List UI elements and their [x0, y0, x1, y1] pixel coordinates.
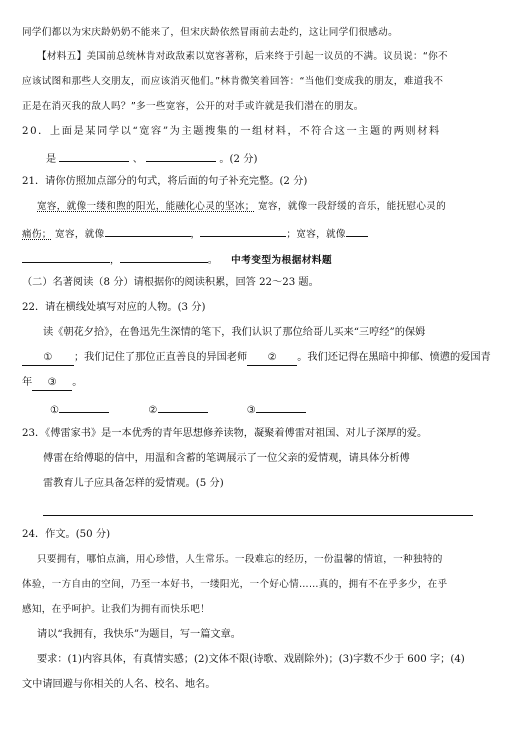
- q21-comma-1: ，: [190, 229, 201, 240]
- q21-example-2: 宽容，就像一段舒缓的音乐，能抚慰心灵的: [258, 201, 447, 212]
- q23-line2: 傅雷在给傅聪的信中，用温和含蓄的笔调展示了一位父亲的爱情观，请具体分析傅: [43, 453, 410, 464]
- q23-line1: 23．《傅雷家书》是一本优秀的青年思想修养读物，凝聚着傅雷对祖国、对儿子深厚的爱。: [22, 428, 428, 439]
- q22-ans-blank-3[interactable]: [256, 401, 306, 413]
- q21-blank-2[interactable]: [200, 225, 286, 237]
- section2-heading: （二）名著阅读（8 分）请根据你的阅读积累，回答 22～23 题。: [22, 277, 319, 288]
- q22-line3b: 。我们还记得在黑暗中抑郁、愤懑的爱国青: [297, 352, 491, 363]
- q21-blank-3[interactable]: [346, 225, 368, 237]
- q20-blank-2[interactable]: [146, 150, 216, 162]
- q21-question: 21．请你仿照加点部分的句式，将后面的句子补充完整。(2 分): [22, 176, 308, 187]
- q22-line3a: ；我们记住了那位正直善良的异国老师: [74, 352, 248, 363]
- q24-requirements-2: 文中请回避与你相关的人名、校名、地名。: [22, 679, 216, 690]
- q21-fill-line-2: [22, 251, 332, 268]
- q22-line4a: 年: [22, 377, 33, 388]
- q21-blank-1[interactable]: [105, 225, 191, 237]
- q22-line2: 读《朝花夕拾》，在鲁迅先生深情的笔下，我们认识了那位给哥儿买来“三哼经”的保姆: [43, 327, 426, 338]
- q20-separator: 、: [132, 154, 143, 165]
- material5-line2: 应该试图和那些人交朋友，而应该消灭他们。”林肯微笑着回答：“当他们变成我的朋友，难道我不: [22, 76, 444, 87]
- q23-line3: 雷教育儿子应具备怎样的爱情观。(5 分): [43, 478, 224, 489]
- q24-para-line2: 体验，一方自由的空间，乃至一本好书，一缕阳光，一个好心情……真的，拥有不在乎多少，在乎: [22, 579, 448, 590]
- q22-blank-3[interactable]: ③: [32, 376, 72, 391]
- q24-para-line1: 只要拥有，哪怕点滴，用心珍惜，人生常乐。一段难忘的经历，一份温馨的情谊，一种独特的: [37, 554, 443, 565]
- q22-ans-blank-1[interactable]: [59, 401, 109, 413]
- q22-blank-1[interactable]: ①: [22, 351, 74, 366]
- q22-ans-label-1: ①: [50, 405, 60, 416]
- q22-blank-2[interactable]: ②: [247, 351, 297, 366]
- q20-points: 。(2 分): [219, 154, 258, 165]
- q21-fill-line: [22, 225, 368, 242]
- q24-prompt: 请以“我拥有，我快乐”为题目，写一篇文章。: [37, 629, 241, 640]
- q20-answer-line: [46, 150, 257, 167]
- q22-line3: [22, 351, 491, 366]
- q23-answer-line[interactable]: [43, 515, 473, 516]
- q24-requirements-1: 要求：(1)内容具体，有真情实感；(2)文体不限(诗歌、戏剧除外)；(3)字数不少于 600 字；(4): [37, 654, 465, 665]
- q22-line4b: 。: [72, 377, 83, 388]
- material5-line1: 【材料五】美国前总统林肯对政敌素以宽容著称，后来终于引起一议员的不满。议员说：“你不: [37, 51, 448, 62]
- q22-ans-blank-2[interactable]: [158, 401, 208, 413]
- q21-example-end: 痛伤；: [22, 229, 52, 240]
- material5-line3: 正是在消灭我的敌人吗？”多一些宽容，公开的对手或许就是我们潜在的朋友。: [22, 101, 364, 112]
- material-intro-line: 同学们都以为宋庆龄奶奶不能来了，但宋庆龄依然冒雨前去赴约，这让同学们很感动。: [22, 27, 398, 38]
- q22-line4: [22, 376, 82, 391]
- q20-prefix: 是: [46, 154, 57, 165]
- q21-blank-5[interactable]: [120, 251, 208, 263]
- q21-fill-prefix-2: ；宽容，就像: [286, 229, 346, 240]
- q22-question: 22．请在横线处填写对应的人物。(3 分): [22, 302, 206, 313]
- q22-ans-label-3: ③: [246, 405, 256, 416]
- q20-blank-1[interactable]: [59, 150, 129, 162]
- q22-ans-label-2: ②: [148, 405, 158, 416]
- q22-answers: [50, 401, 306, 418]
- q21-example-line: [37, 200, 446, 214]
- q21-comma-2: ，: [110, 255, 120, 266]
- watermark-note: 中考变型为根据材料题: [231, 255, 333, 266]
- q21-example-1: 宽容，就像一缕和煦的阳光，能融化心灵的坚冰；: [37, 201, 255, 212]
- q24-heading: 24．作文。(50 分): [22, 529, 111, 540]
- q20-question: 20．上面是某同学以“宽容”为主题搜集的一组材料，不符合这一主题的两则材料: [22, 126, 441, 137]
- q21-fill-prefix-1: 宽容，就像: [55, 229, 105, 240]
- q21-blank-4[interactable]: [22, 251, 110, 263]
- q21-period: 。: [207, 255, 218, 266]
- q24-para-line3: 感知，在乎呵护。让我们为拥有而快乐吧！: [22, 604, 210, 615]
